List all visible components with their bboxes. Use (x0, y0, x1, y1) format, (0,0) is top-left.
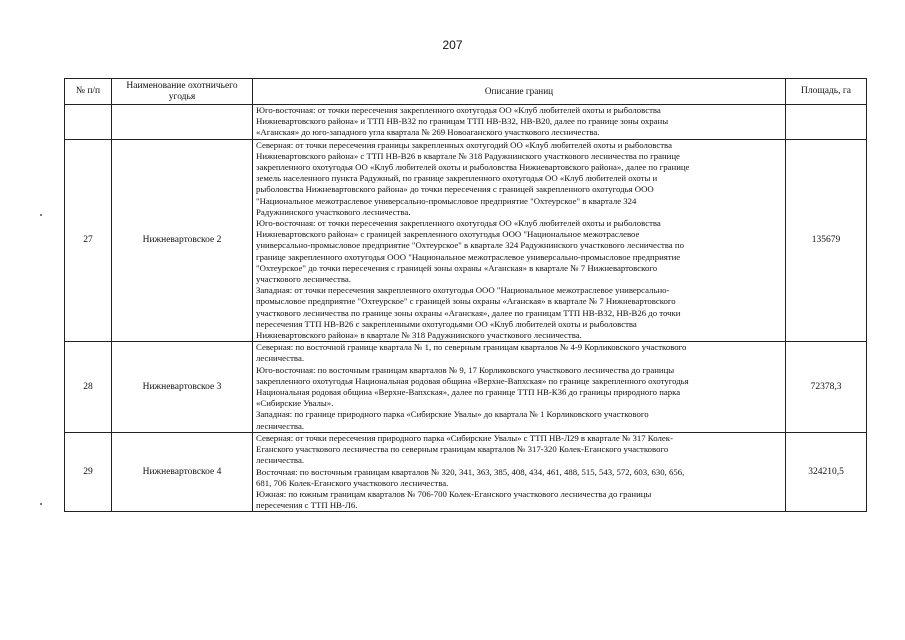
description-line: Юго-восточная: от точки пересечения закрепленного охотугодья ОО «Клуб любителей охоты и рыболовства (256, 105, 661, 115)
row-area-cell: 72378,3 (786, 342, 867, 433)
description-line: Западная: по границе природного парка «Сибирские Увалы» до квартала № 1 Корликовского участкового (256, 409, 649, 420)
description-line: пересечения ТТП НВ-В26 с закрепленными охотугодьями ОО «Клуб любителей охоты и рыболовства (256, 318, 637, 329)
scan-speck (40, 503, 42, 505)
description-line: лесничества. (256, 455, 305, 466)
description-line: Радужнинского участкового лесничества. (256, 206, 411, 217)
description-line: границе закрепленного охотугодья ООО "Национальное межотраслевое универсально-промысловое предприятие (256, 251, 681, 262)
row-description-cell (253, 139, 786, 342)
description-line: Северная: от точки пересечения природного парка «Сибирские Увалы» с ТТП НВ-Л29 в квартале № 317 Колек- (256, 432, 673, 443)
header-name: Наименование охотничьего угодья (112, 79, 253, 105)
row-number-cell: 28 (65, 342, 112, 433)
row-area-cell (786, 105, 867, 140)
row-area-cell: 135679 (786, 139, 867, 342)
row-description-cell (253, 342, 786, 433)
description-line: «Аганская» до юго-западного угла квартала № 269 Новоаганского участкового лесничества. (256, 127, 600, 138)
description-line: Нижневартовского района» в квартале № 318 Радужнинского участкового лесничества. (256, 330, 582, 341)
row-area-cell: 324210,5 (786, 432, 867, 511)
description-line: "Национальное межотраслевое универсально-промысловое предприятие "Охтеурское" в квартале 324 (256, 195, 637, 206)
row-number-cell: 27 (65, 139, 112, 342)
table-row (65, 432, 867, 511)
description-line: «Сибирские Увалы». (256, 398, 334, 409)
description-line: лесничества. (256, 353, 305, 364)
description-line: Нижневартовского района» и ТТП НВ-В32 по границам ТТП НВ-В32, НВ-В20, далее по границе зоны охраны (256, 116, 669, 127)
row-name-cell: Нижневартовское 2 (112, 139, 253, 342)
description-line: Нижневартовского района» с ТТП НВ-В26 в квартале № 318 Радужнинского участкового лесничества по границе (256, 150, 680, 161)
row-name-cell (112, 105, 253, 140)
row-name-cell: Нижневартовское 3 (112, 342, 253, 433)
row-number-cell (65, 105, 112, 140)
description-line: земель населенного пункта Радужный, по границе закрепленного охотугодья ОО «Клуб любителей охоты и (256, 173, 658, 184)
table-header-row (65, 79, 867, 105)
description-line: Юго-восточная: по восточным границам кварталов № 9, 17 Корликовского участкового лесничества до границы (256, 364, 675, 375)
header-description: Описание границ (253, 79, 786, 105)
description-line: лесничества. (256, 420, 305, 431)
table-row-continuation (65, 105, 867, 140)
description-line: универсально-промысловое предприятие "Охтеурское" в квартале 324 Радужнинского участкового лесничества по (256, 240, 684, 251)
description-line: Юго-восточная: от точки пересечения закрепленного охотугодья ОО «Клуб любителей охоты и рыболовства (256, 218, 661, 229)
description-line: закрепленного охотугодья Национальная родовая община «Верхне-Вапхская» по границе закрепленного охотугодья (256, 375, 689, 386)
description-line: рыболовства Нижневартовского района» до точки пересечения с границей закрепленного охотугодья ООО (256, 184, 654, 195)
row-number-cell: 29 (65, 432, 112, 511)
description-line: Еганского участкового лесничества по северным границам кварталов № 317-320 Колек-Еганского участкового (256, 444, 669, 455)
description-line: Южная: по южным границам кварталов № 706-700 Колек-Еганского участкового лесничества до границы (256, 488, 652, 499)
table-row (65, 342, 867, 433)
row-description-cell (253, 105, 786, 140)
description-line: "Охтеурское" до точки пересечения с границей зоны охраны «Аганская» в квартале № 7 Нижневартовского (256, 262, 658, 273)
description-line: участкового лесничества. (256, 274, 351, 285)
hunting-grounds-table (64, 78, 867, 512)
description-line: Северная: по восточной границе квартала № 1, по северным границам кварталов № 4-9 Корликовского участкового (256, 342, 687, 353)
description-line: участкового лесничества по границе зоны охраны «Аганская», далее по границам ТТП НВ-В32, НВ-В26 до точки (256, 307, 681, 318)
description-line: Западная: от точки пересечения закрепленного охотугодья ООО "Национальное межотраслевое универсально- (256, 285, 670, 296)
header-area: Площадь, га (786, 79, 867, 105)
row-name-cell: Нижневартовское 4 (112, 432, 253, 511)
description-line: Национальная родовая община «Верхне-Вапхская», далее по границе ТТП НВ-К36 до границы природного парка (256, 387, 681, 398)
description-line: промысловое предприятие "Охтеурское" с границей зоны охраны «Аганская» в квартале № 7 Нижневартовского (256, 296, 676, 307)
description-line: Северная: от точки пересечения границы закрепленных охотугодий ОО «Клуб любителей охоты и рыболовства (256, 139, 672, 150)
table-body (65, 105, 867, 512)
scan-speck (40, 214, 42, 216)
description-line: Нижневартовского района» с границей закрепленного охотугодья ООО "Национальное межотраслевое (256, 229, 640, 240)
description-line: 681, 706 Колек-Еганского участкового лесничества. (256, 477, 449, 488)
page-number: 207 (442, 38, 463, 52)
row-description-cell (253, 432, 786, 511)
description-line: пересечения с ТТП НВ-Л6. (256, 500, 358, 511)
table-row (65, 139, 867, 342)
description-line: закрепленного охотугодья ОО «Клуб любителей охоты и рыболовства Нижневартовского района», далее по границе (256, 162, 690, 173)
header-number: № п/п (65, 79, 112, 105)
description-line: Восточная: по восточным границам кварталов № 320, 341, 363, 385, 408, 434, 461, 488, 515, 543, 572, 603, 630, 656, (256, 466, 685, 477)
